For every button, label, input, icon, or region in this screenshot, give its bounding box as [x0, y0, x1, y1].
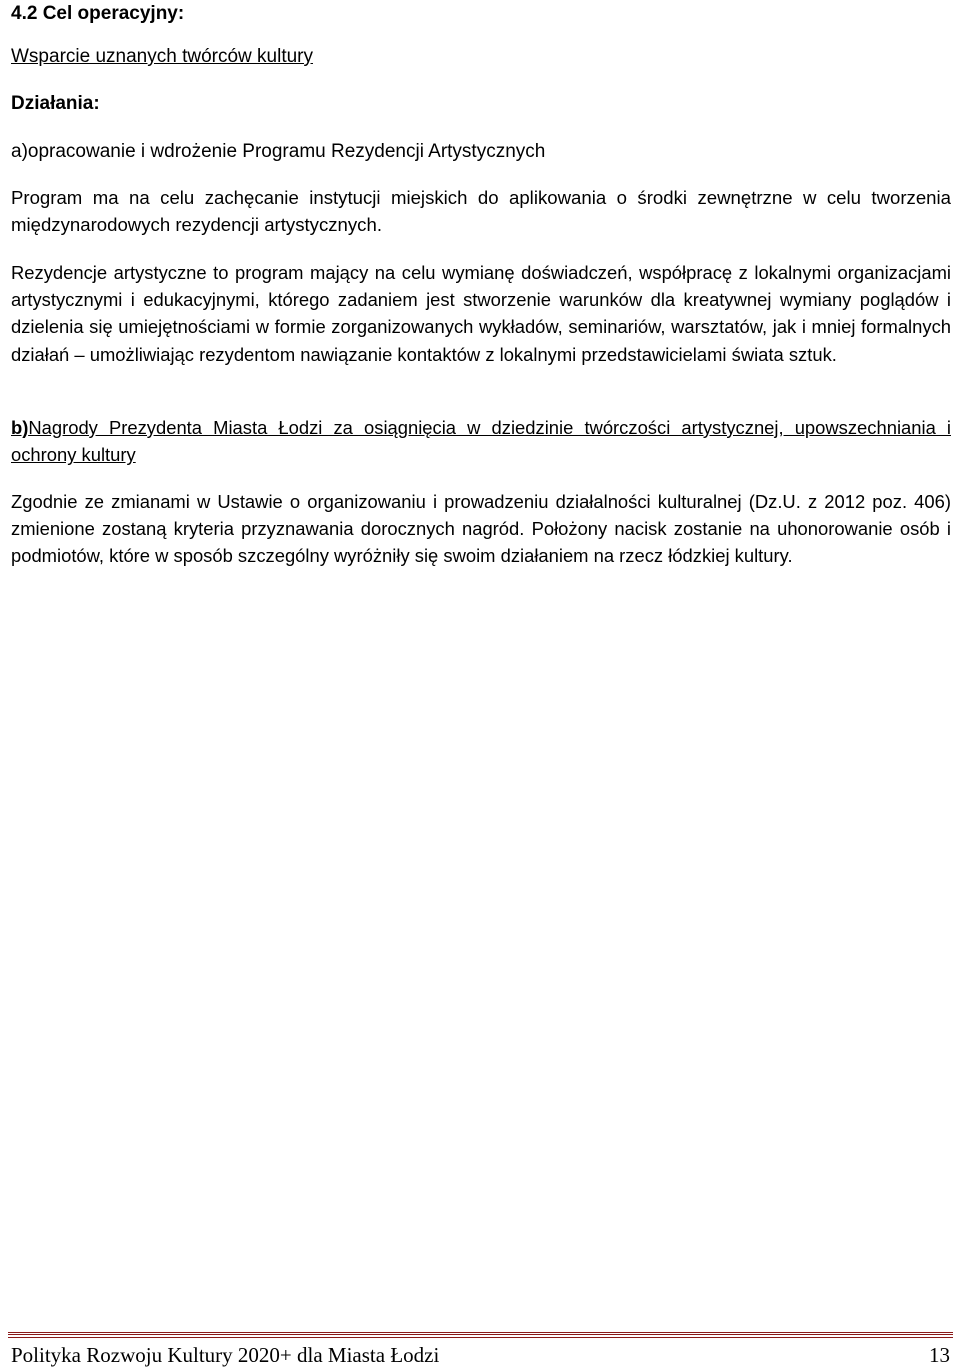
item-a-paragraph-1: Program ma na celu zachęcanie instytucji miejskich do aplikowania o środki zewnętrzne w celu tworzenia międzynarodowych rezydencji artystycznych.	[11, 187, 951, 236]
item-b-paragraph: Zgodnie ze zmianami w Ustawie o organizowaniu i prowadzeniu działalności kulturalnej (Dz.U. z 2012 poz. 406) zmienione zostaną kryteria przyznawania dorocznych nagród. Położony nacisk zostanie na uhonorowanie osób i podmiotów, które w sposób szczególny wyróżniły się swoim działaniem na rzecz łódzkiej kultury.	[11, 491, 951, 567]
operational-goal: Wsparcie uznanych twórców kultury	[11, 46, 313, 67]
footer-title: Polityka Rozwoju Kultury 2020+ dla Miasta Łodzi	[11, 1343, 440, 1367]
item-b-title-text: Nagrody Prezydenta Miasta Łodzi za osiągnięcia w dziedzinie twórczości artystycznej, upowszechniania i ochrony kultury	[11, 417, 951, 466]
footer-rule-thin	[8, 1337, 953, 1338]
actions-label: Działania:	[11, 93, 100, 114]
item-a-title: a)opracowanie i wdrożenie Programu Rezydencji Artystycznych	[11, 141, 546, 162]
item-a-paragraph-2: Rezydencje artystyczne to program mający na celu wymianę doświadczeń, współpracę z lokalnymi organizacjami artystycznymi i edukacyjnymi, którego zadaniem jest stworzenie warunków dla kreatywnej wymiany poglądów i dzielenia się umiejętnościami w formie zorganizowanych wykładów, seminariów, warsztatów, jak i mniej formalnych działań – umożliwiając rezydentom nawiązanie kontaktów z lokalnymi przedstawicielami świata sztuk.	[11, 262, 951, 365]
item-b-prefix: b)	[11, 417, 29, 438]
page-number: 13	[929, 1343, 950, 1367]
section-heading: 4.2 Cel operacyjny:	[11, 3, 185, 24]
item-b-title	[11, 414, 951, 468]
footer-rule	[8, 1332, 953, 1335]
